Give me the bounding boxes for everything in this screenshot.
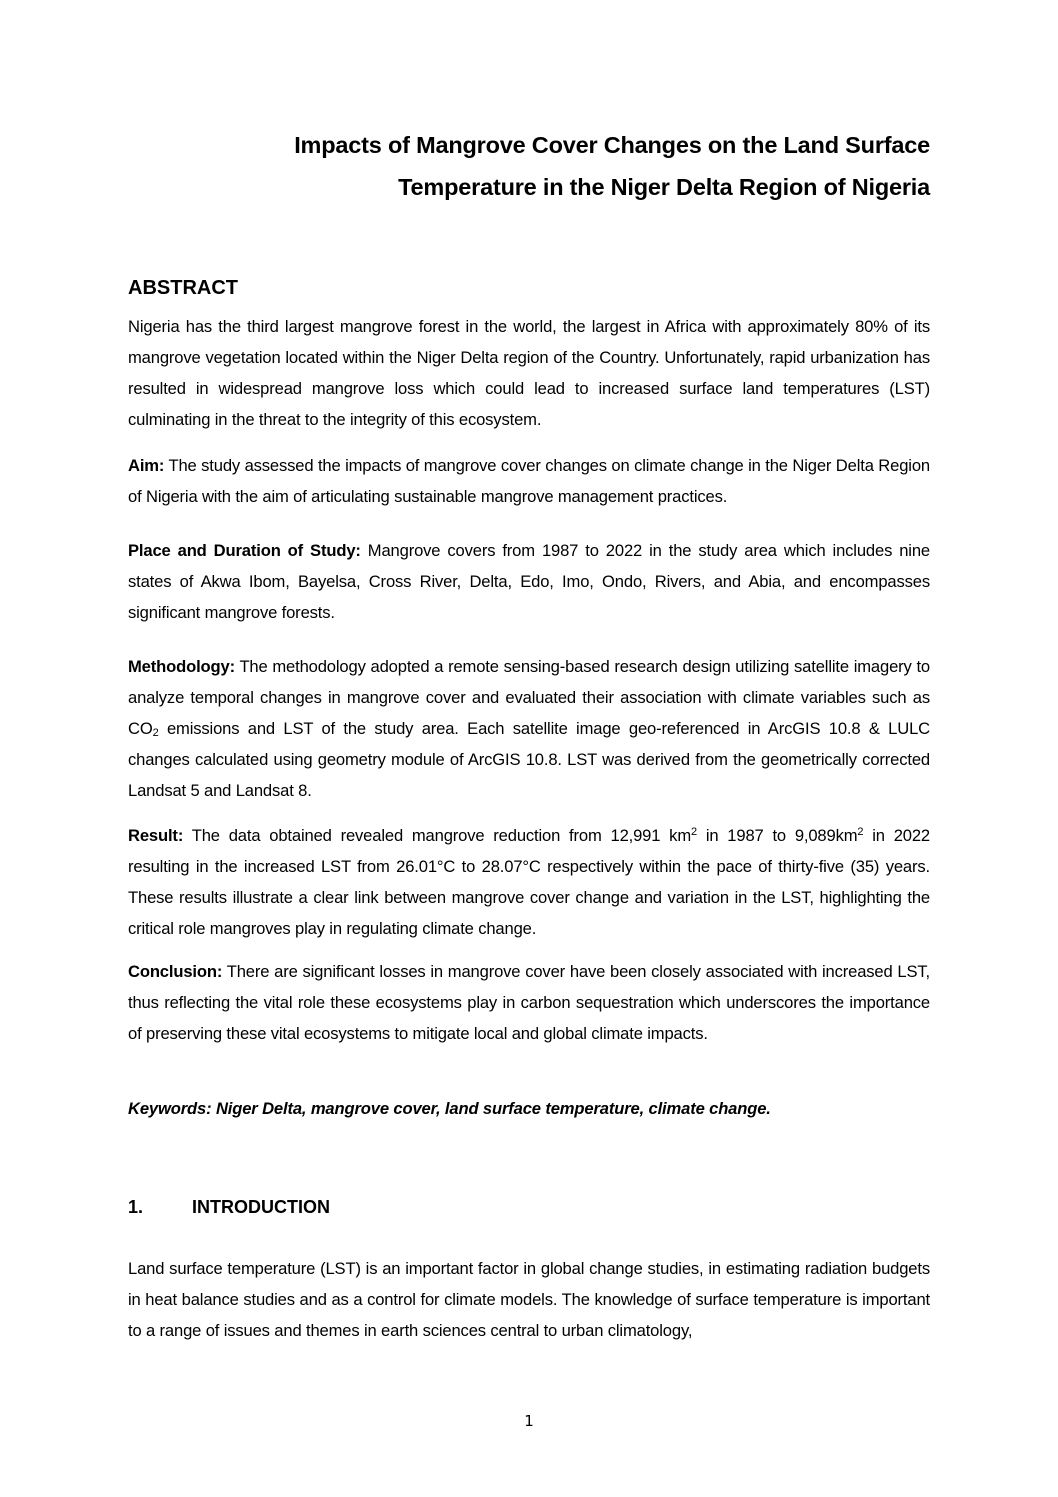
abstract-heading: ABSTRACT bbox=[128, 277, 238, 299]
conclusion-label: Conclusion: bbox=[128, 962, 223, 981]
introduction-heading bbox=[128, 1197, 330, 1218]
methodology-text-a: The methodology adopted a remote sensing-based research design utilizing satellite imagery to analyze temporal changes in mangrove cover and evaluated their association with climate variables such as CO bbox=[128, 657, 930, 738]
abstract-place-duration bbox=[128, 535, 930, 628]
result-text-b: in 1987 to 9,089km bbox=[696, 826, 858, 845]
aim-label: Aim: bbox=[128, 456, 165, 475]
abstract-conclusion bbox=[128, 956, 930, 1049]
keywords: Keywords: Niger Delta, mangrove cover, land surface temperature, climate change. bbox=[128, 1099, 771, 1118]
page-number: 1 bbox=[524, 1412, 534, 1430]
conclusion-text: There are significant losses in mangrove cover have been closely associated with increased LST, thus reflecting the vital role these ecosystems play in carbon sequestration which underscores the importance of preserving these vital ecosystems to mitigate local and global climate impacts. bbox=[128, 962, 930, 1043]
result-text-a: The data obtained revealed mangrove reduction from 12,991 km bbox=[183, 826, 692, 845]
abstract-result bbox=[128, 820, 930, 944]
methodology-text-b: emissions and LST of the study area. Each satellite image geo-referenced in ArcGIS 10.8 & LULC changes calculated using geometry module of ArcGIS 10.8. LST was derived from the geometrically corrected Landsat 5 and Landsat 8. bbox=[128, 719, 930, 800]
km2-superscript: 2 bbox=[691, 826, 697, 838]
aim-text: The study assessed the impacts of mangrove cover changes on climate change in the Niger Delta Region of Nigeria with the aim of articulating sustainable mangrove management practices. bbox=[128, 456, 930, 506]
section-title: INTRODUCTION bbox=[192, 1197, 330, 1217]
abstract-aim bbox=[128, 450, 930, 512]
methodology-label: Methodology: bbox=[128, 657, 235, 676]
section-number: 1. bbox=[128, 1197, 144, 1217]
introduction-text: Land surface temperature (LST) is an important factor in global change studies, in estimating radiation budgets in heat balance studies and as a control for climate models. The knowledge of surface temperature is important to a range of issues and themes in earth sciences central to urban climatology, bbox=[128, 1259, 930, 1340]
title-line-2: Temperature in the Niger Delta Region of Nigeria bbox=[398, 174, 930, 200]
place-text: Mangrove covers from 1987 to 2022 in the study area which includes nine states of Akwa Ibom, Bayelsa, Cross River, Delta, Edo, Imo, Ondo, Rivers, and Abia, and encompasses significant mangrove forests. bbox=[128, 541, 931, 622]
co2-subscript: 2 bbox=[152, 727, 159, 739]
abstract-intro: Nigeria has the third largest mangrove forest in the world, the largest in Africa with approximately 80% of its mangrove vegetation located within the Niger Delta region of the Country. Unfortunately, rapid urbanization has resulted in widespread mangrove loss which could lead to increased surface land temperatures (LST) culminating in the threat to the integrity of this ecosystem. bbox=[128, 317, 930, 429]
result-text-c: in 2022 resulting in the increased LST from 26.01°C to 28.07°C respectively within the pace of thirty-five (35) years. These results illustrate a clear link between mangrove cover change and variation in the LST, highlighting the critical role mangroves play in regulating climate change. bbox=[128, 826, 931, 938]
km2-superscript-2: 2 bbox=[857, 826, 864, 838]
abstract-methodology bbox=[128, 651, 930, 806]
paper-title bbox=[128, 124, 930, 208]
place-label: Place and Duration of Study: bbox=[128, 541, 361, 560]
title-line-1: Impacts of Mangrove Cover Changes on the Land Surface bbox=[294, 132, 930, 158]
result-label: Result: bbox=[128, 826, 184, 845]
